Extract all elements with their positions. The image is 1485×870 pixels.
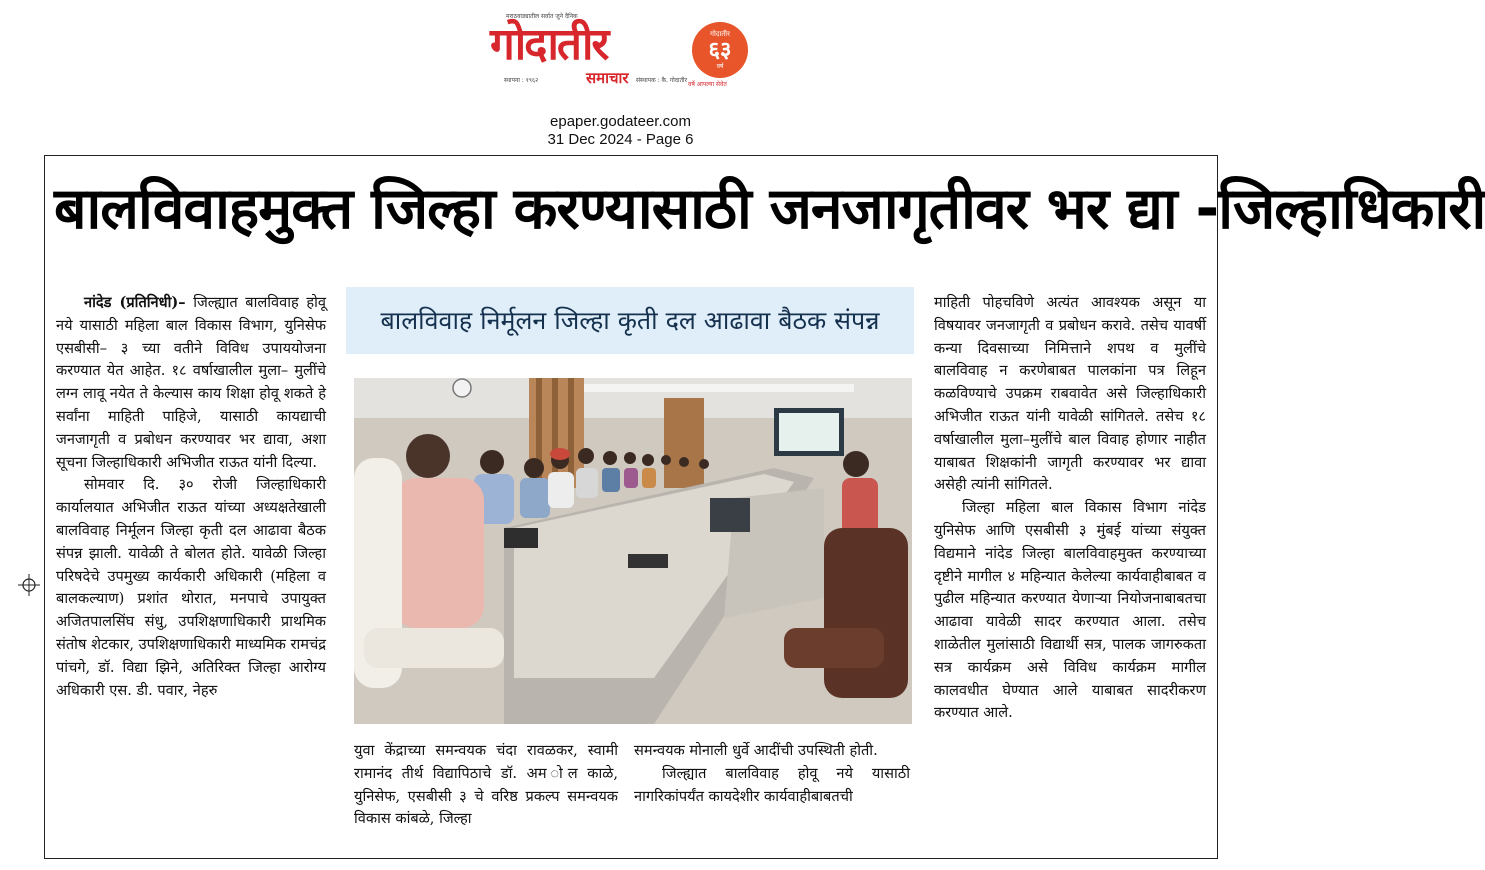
- paragraph-text: जिल्ह्यात बालविवाह होवू नये यासाठी महिला बाल विकास विभाग, युनिसेफ एसबीसी– ३ च्या वतीने विविध उपाययोजना करण्यात येत आहेत. १८ वर्षाखालील मुला– मुलींचे लग्न लावू नयेत ते केल्यास काय शिक्षा होवू शकते हे सर्वांना माहिती पाहिजे, यासाठी कायद्याची जनजागृती व प्रबोधन करण्यावर भर द्यावा, अशा सूचना जिल्हाधिकारी अभिजीत राऊत यांनी दिल्या.: [56, 294, 327, 471]
- article-paragraph: समन्वयक मोनाली धुर्वे आदींची उपस्थिती होती.: [634, 742, 878, 759]
- badge-bottom-text: वर्ष: [716, 62, 724, 70]
- registration-mark-icon: [18, 574, 40, 596]
- badge-tagline: वर्षे आपल्या सेवेत: [688, 81, 727, 88]
- newspaper-logo: गोदातीर: [490, 19, 608, 70]
- badge-number: ६३: [708, 37, 732, 63]
- article-paragraph: जिल्हा महिला बाल विकास विभाग नांदेड युनिसेफ आणि एसबीसी ३ मुंबई यांच्या संयुक्त विद्यमाने नांदेड जिल्हा बालविवाहमुक्त करण्याच्या दृष्टीने मागील ४ महिन्यात केलेल्या कार्यवाहीबाबत व पुढील महिन्यात करण्यात येणाऱ्या नियोजनाबाबतचा आढावा यावेळी सादर करण्यात आला. तसेच शाळेतील मुलांसाठी विद्यार्थी सत्र, पालक जागरुकता सत्र कार्यक्रम असे विविध कार्यक्रम मागील कालवधीत घेण्यात आले याबाबत सादरीकरण करण्यात आले.: [934, 499, 1206, 722]
- article-column-4: [934, 292, 1206, 725]
- meeting-photo: [354, 378, 912, 724]
- article-subheadline: बालविवाह निर्मूलन जिल्हा कृती दल आढावा बैठक संपन्न: [346, 287, 914, 354]
- article-dateline: नांदेड (प्रतिनिधी)–: [84, 294, 186, 311]
- badge-top-text: गोदातीर: [710, 29, 730, 38]
- article-column-2: [354, 740, 618, 831]
- article-headline: बालविवाहमुक्त जिल्हा करण्यासाठी जनजागृतीवर भर द्या -जिल्हाधिकारी: [54, 176, 1485, 242]
- masthead: [488, 10, 758, 94]
- article-paragraph: जिल्ह्यात बालविवाह होवू नये यासाठी नागरिकांपर्यंत कायदेशीर कार्यवाहीबाबतची: [634, 764, 910, 805]
- article-paragraph: [56, 292, 326, 474]
- article-column-3: [634, 740, 910, 808]
- founding-info: स्थापना : १९६२: [504, 77, 539, 84]
- article-column-1: [56, 292, 326, 702]
- article-paragraph: सोमवार दि. ३० रोजी जिल्हाधिकारी कार्यालयात अभिजीत राऊत यांच्या अध्यक्षतेखाली बालविवाह निर्मूलन जिल्हा कृती दल आढावा बैठक संपन्न झाली. यावेळी ते बोलत होते. यावेळी जिल्हा परिषदेचे उपमुख्य कार्यकारी अधिकारी (महिला व बालकल्याण) प्रशांत थोरात, मनपाचे उपायुक्त अजितपालसिंघ संधु, उपशिक्षणाधिकारी प्राथमिक संतोष शेटकार, उपशिक्षणाधिकारी माध्यमिक रामचंद्र पांचगे, डॉ. विद्या झिने, अतिरिक्त जिल्हा आरोग्य अधिकारी एस. डी. पवार, नेहरु: [56, 476, 326, 699]
- newspaper-logo-subtitle: समाचार: [586, 69, 629, 87]
- epaper-url[interactable]: epaper.godateer.com: [550, 113, 691, 130]
- meeting-photo-illustration: [354, 378, 912, 724]
- anniversary-badge: [692, 22, 748, 78]
- founder-info: संस्थापक : कै. गोदातीर: [636, 77, 688, 84]
- masthead-tagline: मराठवाड्यातील सर्वात जुने दैनिक: [506, 13, 578, 20]
- edition-date-page: 31 Dec 2024 - Page 6: [547, 131, 694, 148]
- article-paragraph: माहिती पोहचविणे अत्यंत आवश्यक असून या विषयावर जनजागृती व प्रबोधन करावे. तसेच यावर्षी कन्या दिवसाच्या निमित्ताने शपथ व मुलींचे बालविवाह न करणेबाबत पालकांना पत्र लिहून कळविण्याचे उपक्रम राबवावेत असे जिल्हाधिकारी अभिजीत राऊत यांनी यावेळी सांगितले. तसेच १८ वर्षाखालील मुला–मुलींचे बाल विवाह होणार नाहीत याबाबत शिक्षकांनी जागृती करण्यावर भर द्यावा असेही त्यांनी सांगितले.: [934, 294, 1206, 494]
- article-paragraph: युवा केंद्राच्या समन्वयक चंदा रावळकर, स्वामी रामानंद तीर्थ विद्यापिठाचे डॉ. अम ोल काळे, युनिसेफ, एसबीसी ३ चे वरिष्ठ प्रकल्प समन्वयक विकास कांबळे, जिल्हा: [354, 742, 618, 828]
